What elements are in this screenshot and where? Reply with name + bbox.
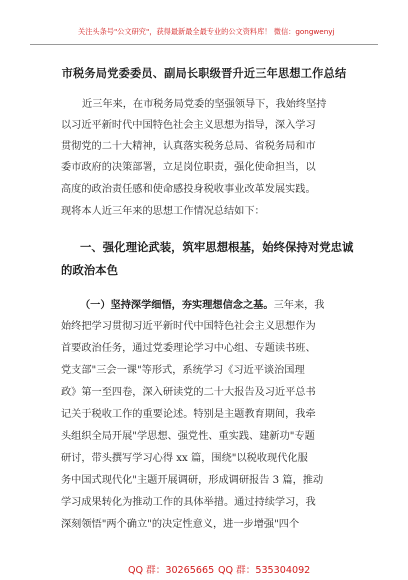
section-heading-line: 一、强化理论武装，筑牢思想根基，始终保持对党忠诚 — [80, 240, 354, 254]
subsection-first-line-text: 三年来，我 — [273, 300, 325, 311]
intro-line: 近三年来，在市税务局党委的坚强领导下，我始终坚持 — [82, 99, 327, 110]
intro-line: 贯彻党的二十大精神，认真落实税务总局、省税务局和市 — [61, 141, 316, 152]
intro-line: 高度的政治责任感和使命感投身税收事业改革发展实践。 — [61, 184, 316, 195]
body-line: 政》第一至四卷，深入研读党的二十大报告及习近平总书 — [61, 387, 316, 398]
body-line: 头组织全局开展"学思想、强党性、重实践、建新功"专题 — [61, 431, 315, 442]
body-line: 始终把学习贯彻习近平新时代中国特色社会主义思想作为 — [61, 321, 316, 332]
qq-group-1: QQ 群：30265665 — [128, 565, 215, 576]
body-line: 学习成果转化为推动工作的具体举措。通过持续学习，我 — [61, 497, 316, 508]
qq-group-2: QQ 群：535304092 — [218, 565, 311, 576]
promo-header-text: 关注头条号"公文研究"，获得最新最全最专业的公文资料库！ 微信：gongwenyj — [78, 27, 335, 36]
body-line: 党支部"三会一课"等形式，系统学习《习近平谈治国理 — [61, 365, 305, 376]
intro-line: 以习近平新时代中国特色社会主义思想为指导，深入学习 — [61, 120, 316, 131]
subsection-first-line — [80, 300, 325, 311]
section-heading-line: 的政治本色 — [61, 263, 118, 277]
subsection-heading: （一）坚持深学细悟，夯实理想信念之基。 — [80, 299, 274, 311]
body-line: 务中国式现代化"主题开展调研，形成调研报告 3 篇，推动 — [61, 475, 324, 486]
body-line: 首要政治任务，通过党委理论学习中心组、专题读书班、 — [61, 343, 316, 354]
body-line: 深刻领悟"两个确立"的决定性意义，进一步增强"四个 — [61, 519, 300, 530]
body-line: 记关于税收工作的重要论述。特别是主题教育期间，我牵 — [61, 409, 316, 420]
intro-line: 现将本人近三年来的思想工作情况总结如下： — [61, 206, 265, 217]
intro-line: 委市政府的决策部署，立足岗位职责，强化使命担当，以 — [61, 162, 316, 173]
promo-header-bar — [30, 22, 378, 45]
body-line: 研讨，带头撰写学习心得 xx 篇，围绕"以税收现代化服 — [61, 453, 308, 464]
document-title: 市税务局党委委员、副局长职级晋升近三年思想工作总结 — [61, 66, 347, 80]
